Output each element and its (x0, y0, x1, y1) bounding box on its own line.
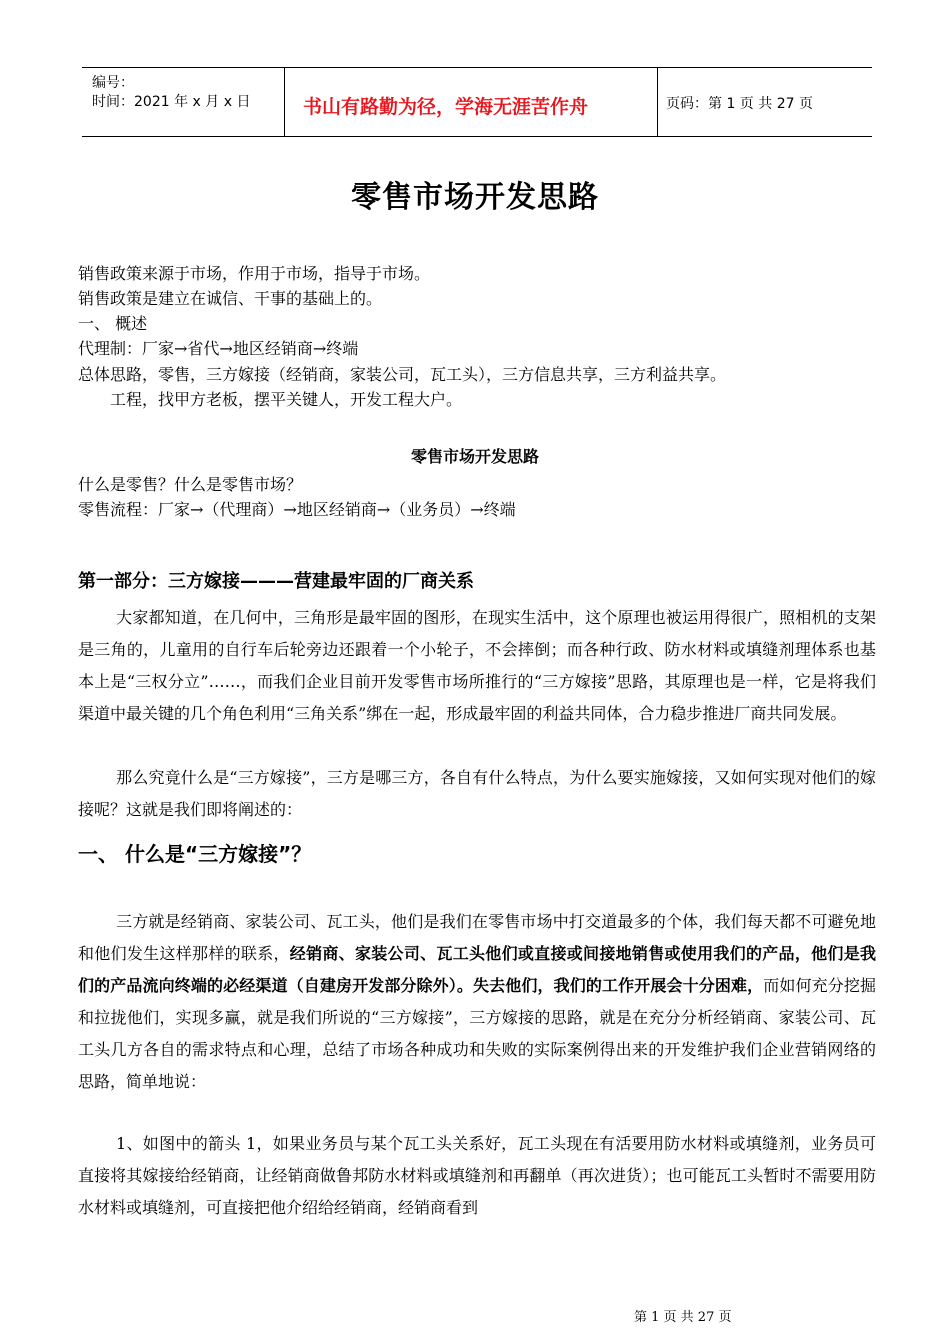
time-label: 时间：2021 年 x 月 x 日 (92, 94, 251, 110)
number-label: 编号： (92, 75, 134, 91)
page-footer: 第 1 页 共 27 页 (634, 1310, 732, 1325)
paragraph-1 (78, 602, 876, 730)
paragraph-3-bold: 经销商、家装公司、瓦工头他们或直接或间接地销售或使用我们的产品，他们是我们的产品流向终端的必经渠道（自建房开发部分除外）。失去他们，我们的工作开展会十分困难， (78, 944, 876, 995)
header-cell-motto (285, 68, 658, 136)
paragraph-4-text: 1、如图中的箭头 1，如果业务员与某个瓦工头关系好，瓦工头现在有活要用防水材料或填缝剂，业务员可直接将其嫁接给经销商，让经销商做鲁邦防水材料或填缝剂和再翻单（再次进货）；也可能瓦工头暂时不需要用防水材料或填缝剂，可直接把他介绍给经销商，经销商看到 (78, 1134, 876, 1217)
header-cell-page (658, 68, 872, 136)
intro-line: 销售政策是建立在诚信、干事的基础上的。 (78, 289, 383, 308)
paragraph-3 (78, 906, 876, 1098)
section-subtitle: 零售市场开发思路 (410, 447, 539, 466)
intro-line: 销售政策来源于市场，作用于市场，指导于市场。 (78, 264, 431, 283)
paragraph-4 (78, 1128, 876, 1224)
intro-line: 总体思路，零售，三方嫁接（经销商，家装公司，瓦工头），三方信息共享，三方利益共享。 (78, 365, 727, 384)
motto-text: 书山有路勤为径，学海无涯苦作舟 (303, 96, 589, 118)
intro-line: 工程，找甲方老板，摆平关键人，开发工程大户。 (78, 390, 463, 409)
part1-heading: 第一部分：三方嫁接———营建最牢固的厂商关系 (78, 571, 474, 592)
page-info: 页码：第 1 页 共 27 页 (666, 96, 813, 112)
intro-line: 代理制：厂家→省代→地区经销商→终端 (78, 339, 359, 358)
question-line: 什么是零售？什么是零售市场？ (78, 475, 303, 494)
paragraph-3-text-a: 三方就是经销商、家装公司、瓦工头，他们是我们在零售市场中打交道最多的个体，我们每天都不可避免地和他们发生这样那样的联系， (78, 912, 876, 963)
header-cell-meta (82, 68, 285, 136)
paragraph-2-text: 那么究竟什么是“三方嫁接”，三方是哪三方，各自有什么特点，为什么要实施嫁接，又如何实现对他们的嫁接呢？这就是我们即将阐述的： (78, 768, 876, 819)
section1-heading: 一、 什么是“三方嫁接”？ (78, 842, 312, 866)
page-title: 零售市场开发思路 (351, 180, 599, 215)
paragraph-3-text-c: 而如何充分挖掘和拉拢他们，实现多赢，就是我们所说的“三方嫁接”，三方嫁接的思路，就是在充分分析经销商、家装公司、瓦工头几方各自的需求特点和心理，总结了市场各种成功和失败的实际案例得出来的开发维护我们企业营销网络的思路，简单地说： (78, 976, 876, 1091)
intro-line: 一、 概述 (78, 314, 148, 333)
question-line: 零售流程：厂家→（代理商）→地区经销商→（业务员）→终端 (78, 500, 516, 519)
paragraph-1-text: 大家都知道，在几何中，三角形是最牢固的图形，在现实生活中，这个原理也被运用得很广，照相机的支架是三角的，儿童用的自行车后轮旁边还跟着一个小轮子，不会摔倒；而各种行政、防水材料或填缝剂理体系也基本上是“三权分立”……，而我们企业目前开发零售市场所推行的“三方嫁接”思路，其原理也是一样，它是将我们渠道中最关键的几个角色利用“三角关系”绑在一起，形成最牢固的利益共同体，合力稳步推进厂商共同发展。 (78, 608, 876, 723)
paragraph-2 (78, 762, 876, 826)
header-table (82, 67, 872, 137)
